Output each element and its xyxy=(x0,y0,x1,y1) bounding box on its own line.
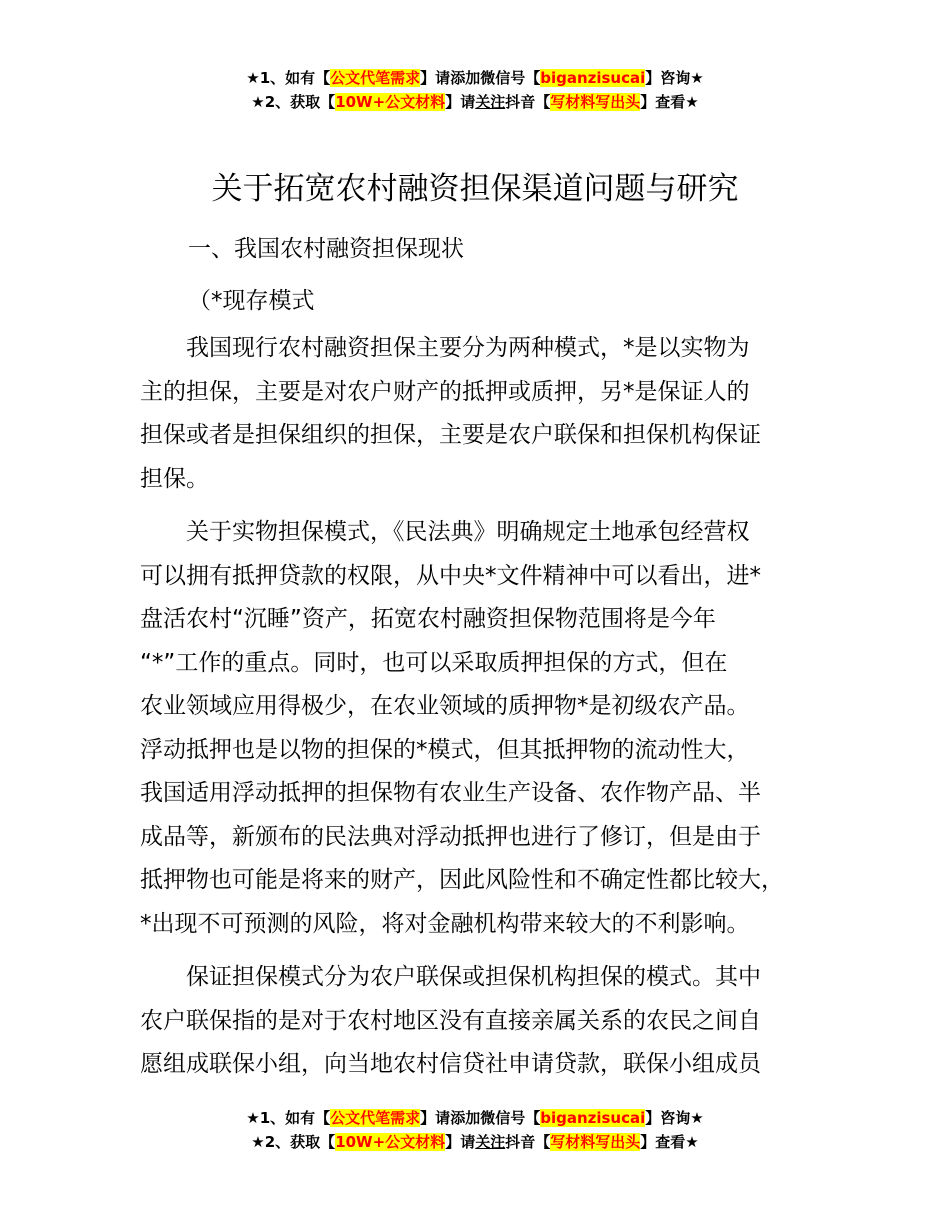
paragraph-line: 保证担保模式分为农户联保或担保机构担保的模式。其中 xyxy=(140,964,761,990)
paragraph-line: 盘活农村“沉睡”资产，拓宽农村融资担保物范围将是今年 xyxy=(140,606,716,632)
paragraph-line: 担保或者是担保组织的担保，主要是农户联保和担保机构保证 xyxy=(140,422,761,448)
banner-line-2 xyxy=(0,90,950,114)
banner-text: 】请 xyxy=(420,1109,451,1127)
banner-text: 】咨询★ xyxy=(645,1109,704,1127)
banner-wechat-id: biganzisucai xyxy=(540,69,646,87)
banner-text: 】咨询★ xyxy=(645,69,704,87)
footer-banner xyxy=(0,1106,950,1154)
paragraph-line: 可以拥有抵押贷款的权限，从中央*文件精神中可以看出，进* xyxy=(140,562,761,589)
subsection-heading: （*现存模式 xyxy=(188,288,315,314)
paragraph-line: 农户联保指的是对于农村地区没有直接亲属关系的农民之间自 xyxy=(140,1007,761,1034)
banner-line-1 xyxy=(0,1106,950,1130)
paragraph-line: 浮动抵押也是以物的担保的*模式，但其抵押物的流动性大， xyxy=(140,736,750,763)
banner-text: 微信号【 xyxy=(480,1109,541,1127)
header-banner xyxy=(0,66,950,114)
paragraph xyxy=(140,956,830,1087)
banner-line-2 xyxy=(0,1130,950,1154)
paragraph-line: 抵押物也可能是将来的财产，因此风险性和不确定性都比较大， xyxy=(140,867,784,893)
banner-text: 添加 xyxy=(450,1109,481,1127)
banner-highlight: 公文代笔需求 xyxy=(330,1109,421,1127)
document-title: 关于拓宽农村融资担保渠道问题与研究 xyxy=(211,171,739,207)
banner-text: 】请 xyxy=(420,69,451,87)
document-body xyxy=(140,223,830,1087)
paragraph-line: 我国适用浮动抵押的担保物有农业生产设备、农作物产品、半 xyxy=(140,780,761,806)
banner-text: 微信号【 xyxy=(480,69,541,87)
banner-text: ★1、如有【 xyxy=(246,1109,331,1127)
banner-text: ★2、获取【 xyxy=(251,1133,336,1151)
banner-text: 】查看★ xyxy=(640,93,699,111)
paragraph-line: 愿组成联保小组，向当地农村信贷社申请贷款，联保小组成员 xyxy=(140,1051,761,1077)
banner-text: 抖音【 xyxy=(505,1133,551,1151)
paragraph-line: 关于实物担保模式，《民法典》明确规定土地承包经营权 xyxy=(140,519,750,545)
banner-highlight: 写材料写出头 xyxy=(550,93,641,111)
banner-wechat-id: biganzisucai xyxy=(540,1109,646,1127)
paragraph xyxy=(140,511,830,946)
banner-text: 】查看★ xyxy=(640,1133,699,1151)
paragraph-line: 成品等，新颁布的民法典对浮动抵押也进行了修订，但是由于 xyxy=(140,823,761,850)
paragraph-line: “*”工作的重点。同时，也可以采取质押担保的方式，但在 xyxy=(140,649,728,676)
banner-text: 】请 xyxy=(445,1133,476,1151)
banner-text: 抖音【 xyxy=(505,93,551,111)
paragraph-line: 主的担保，主要是对农户财产的抵押或质押，另*是保证人的 xyxy=(140,378,750,405)
paragraph-line: 农业领域应用得极少，在农业领域的质押物*是初级农产品。 xyxy=(140,693,750,719)
banner-text: 添加 xyxy=(450,69,481,87)
banner-text: 关注 xyxy=(475,1133,506,1151)
banner-text: ★2、获取【 xyxy=(251,93,336,111)
banner-line-1 xyxy=(0,66,950,90)
banner-highlight: 公文代笔需求 xyxy=(330,69,421,87)
banner-text: 关注 xyxy=(475,93,506,111)
banner-highlight: 写材料写出头 xyxy=(550,1133,641,1151)
paragraph xyxy=(140,327,830,501)
paragraph-line: 我国现行农村融资担保主要分为两种模式，*是以实物为 xyxy=(140,335,750,361)
banner-text: 】请 xyxy=(445,93,476,111)
banner-highlight: 10W+公文材料 xyxy=(335,1133,446,1151)
paragraph-line: 担保。 xyxy=(140,465,209,492)
banner-text: ★1、如有【 xyxy=(246,69,331,87)
paragraph-line: *出现不可预测的风险，将对金融机构带来较大的不利影响。 xyxy=(140,910,750,937)
section-heading: 一、我国农村融资担保现状 xyxy=(188,236,464,262)
banner-highlight: 10W+公文材料 xyxy=(335,93,446,111)
